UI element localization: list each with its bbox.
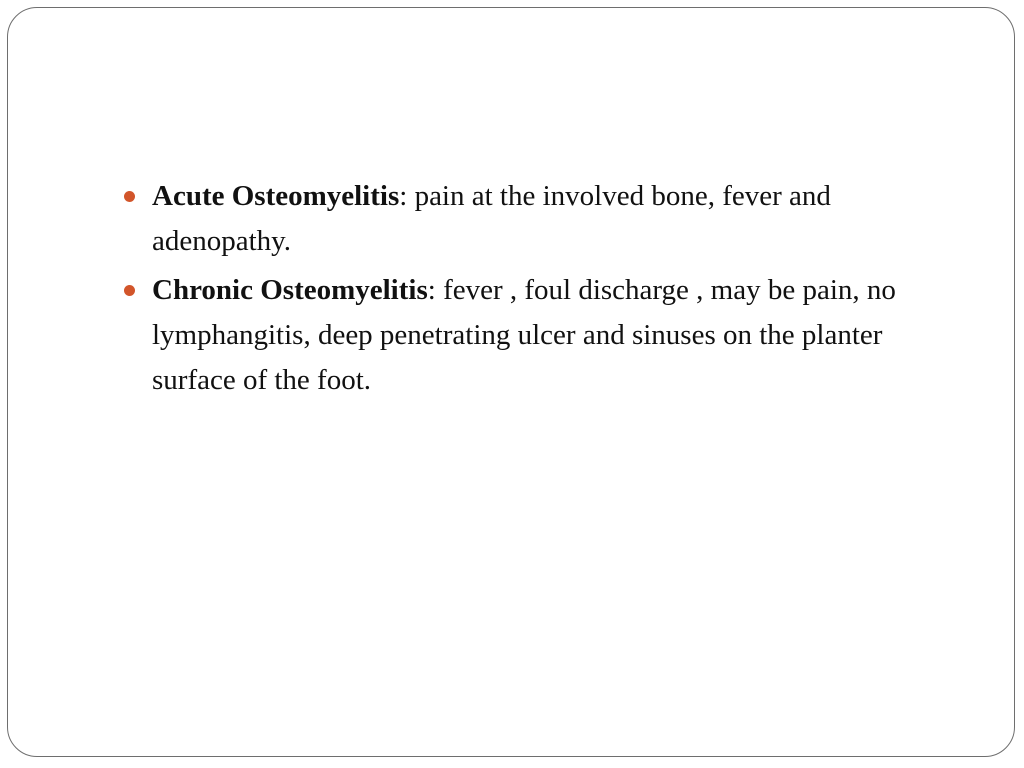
bullet-list xyxy=(124,174,964,407)
bullet-separator: : xyxy=(399,180,408,212)
bullet-text: fever , foul discharge , may be pain, no lymphangitis, deep penetrating ulcer and sinuses on the planter surface of the foot. xyxy=(152,274,896,396)
bullet-item-chronic xyxy=(124,268,964,403)
bullet-dot-icon xyxy=(124,285,135,296)
bullet-term: Chronic Osteomyelitis xyxy=(152,274,428,306)
bullet-separator: : xyxy=(427,274,436,306)
bullet-dot-icon xyxy=(124,191,135,202)
bullet-term: Acute Osteomyelitis xyxy=(152,180,400,212)
bullet-text: pain at the involved bone, fever and adenopathy. xyxy=(152,180,831,257)
slide-frame xyxy=(7,7,1015,757)
bullet-item-acute xyxy=(124,174,964,264)
